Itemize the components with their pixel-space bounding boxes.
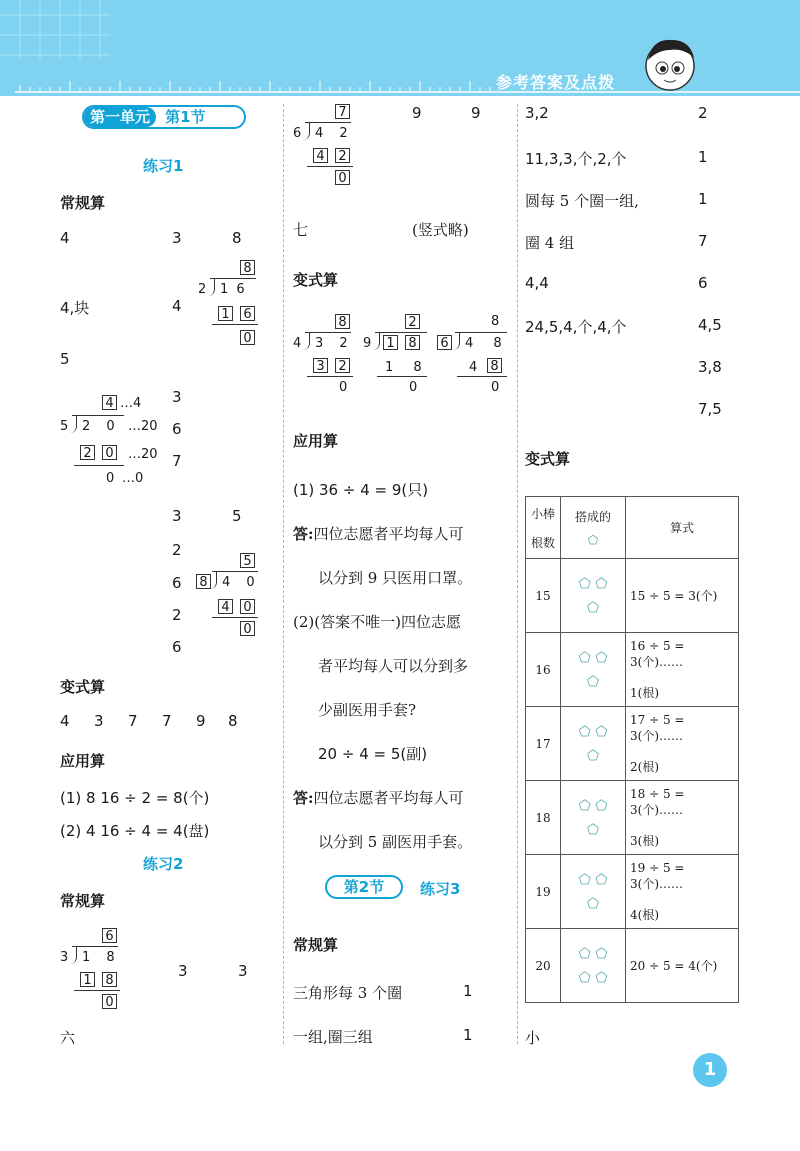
- product-box: 2: [335, 148, 350, 163]
- product-box: 0: [102, 445, 117, 460]
- answer: 9: [471, 104, 481, 122]
- table-cell: 16 ÷ 5 = 3(个)…… 1(根): [626, 633, 739, 707]
- remainder-box: 0: [240, 621, 255, 636]
- product-box: 3: [313, 358, 328, 373]
- answer: 7: [128, 712, 138, 730]
- table-cell: 18: [526, 781, 561, 855]
- header-title: 参考答案及点拨: [496, 73, 616, 92]
- table-header-count: 小棒 根数: [526, 497, 561, 559]
- unit-section-badge: [82, 105, 246, 129]
- section-heading-regular: 常规算: [60, 194, 106, 212]
- applied-answer: 少副医用手套?: [318, 701, 417, 719]
- answer: 8: [228, 712, 238, 730]
- exercise-heading: 练习1: [143, 157, 184, 175]
- answer: 2: [172, 541, 182, 559]
- table-cell: 19 ÷ 5 = 3(个)…… 4(根): [626, 855, 739, 929]
- divisor-box: 6: [437, 335, 452, 350]
- answer: 小: [525, 1029, 541, 1047]
- answer: 3,8: [698, 358, 722, 376]
- dividend-box: 1: [383, 335, 398, 350]
- answer: 1: [698, 190, 708, 208]
- long-division: 8 2 1 6 1 6 0: [198, 260, 260, 350]
- pentagon-icon: ⬠ ⬠ ⬠: [561, 707, 626, 781]
- quotient-box: 6: [102, 928, 117, 943]
- divisor-box: 8: [196, 574, 211, 589]
- quotient-box: 7: [335, 104, 350, 119]
- table-header-formula: 算式: [626, 497, 739, 559]
- product-box: 0: [240, 599, 255, 614]
- pentagon-icon: ⬠ ⬠ ⬠: [561, 559, 626, 633]
- section-badge: 第1节: [165, 108, 206, 126]
- dividend-box: 8: [405, 335, 420, 350]
- section-heading-variant: 变式算: [525, 450, 571, 468]
- answer: 圈 4 组: [525, 234, 575, 252]
- answer: 4: [60, 712, 70, 730]
- answer: 3: [172, 388, 182, 406]
- long-division: 2 9 1 8 1 8 0: [363, 315, 430, 395]
- answer: 一组,圈三组: [293, 1028, 373, 1046]
- answer: 六: [60, 1029, 76, 1047]
- answer: 8: [232, 229, 242, 247]
- section-heading-applied: 应用算: [293, 432, 339, 450]
- section-heading-variant: 变式算: [293, 271, 339, 289]
- answer: 1: [698, 148, 708, 166]
- applied-answer: 以分到 9 只医用口罩。: [318, 569, 473, 587]
- quotient-box: 2: [405, 314, 420, 329]
- answer: 2: [172, 606, 182, 624]
- long-division: 8 6 4 8 4 8 0: [437, 314, 507, 396]
- answer: 7: [698, 232, 708, 250]
- answer: 圆每 5 个圈一组,: [525, 192, 639, 210]
- remainder-box: 0: [240, 330, 255, 345]
- long-division: 7 6 4 2 4 2 0: [293, 105, 354, 186]
- table-header-shape: 搭成的 ⬠: [561, 497, 626, 559]
- answer: 1: [463, 982, 473, 1000]
- table-cell: 19: [526, 855, 561, 929]
- answer: 6: [172, 638, 182, 656]
- product-box: 6: [240, 306, 255, 321]
- exercise-heading: 练习3: [420, 880, 461, 898]
- column-divider: [517, 104, 518, 1044]
- product-box: 4: [313, 148, 328, 163]
- long-division: 8 4 3 2 3 2 0: [293, 315, 354, 395]
- answer: 24,5,4,个,4,个: [525, 318, 627, 336]
- answer: 3: [178, 962, 188, 980]
- product-box: 2: [80, 445, 95, 460]
- section-badge: 第2节: [325, 875, 403, 899]
- unit-badge: 第一单元: [84, 107, 156, 127]
- table-cell: 17: [526, 707, 561, 781]
- long-division: 4 …4 5 2 0 …20 2 0 …20 0 …0: [60, 396, 158, 486]
- answer-table: [525, 496, 739, 1003]
- quotient-box: 8: [240, 260, 255, 275]
- applied-answer: (1) 8 16 ÷ 2 = 8(个): [60, 789, 210, 807]
- answer: 4: [60, 229, 70, 247]
- answer: 9: [196, 712, 206, 730]
- answer: 7: [172, 452, 182, 470]
- answer: 三角形每 3 个圈: [293, 984, 403, 1002]
- quotient-box: 4: [102, 395, 117, 410]
- product-box: 1: [80, 972, 95, 987]
- quotient-box: 8: [335, 314, 350, 329]
- answer: 7: [162, 712, 172, 730]
- table-cell: 15: [526, 559, 561, 633]
- applied-answer: (2)(答案不唯一)四位志愿: [293, 613, 461, 631]
- table-cell: 17 ÷ 5 = 3(个)…… 2(根): [626, 707, 739, 781]
- applied-answer: 答:四位志愿者平均每人可: [293, 525, 464, 543]
- section-heading-regular: 常规算: [293, 936, 339, 954]
- applied-answer: 以分到 5 副医用手套。: [318, 833, 473, 851]
- section-heading-applied: 应用算: [60, 752, 106, 770]
- pentagon-icon: ⬠: [587, 533, 599, 547]
- answer-note: (竖式略): [412, 221, 469, 239]
- table-cell: 20: [526, 929, 561, 1003]
- column-divider: [283, 104, 284, 1044]
- table-cell: 15 ÷ 5 = 3(个): [626, 559, 739, 633]
- remainder-box: 0: [335, 170, 350, 185]
- answer: 6: [172, 420, 182, 438]
- pentagon-icon: ⬠ ⬠ ⬠: [561, 781, 626, 855]
- product-box: 1: [218, 306, 233, 321]
- section-heading-regular: 常规算: [60, 892, 106, 910]
- applied-answer: (1) 36 ÷ 4 = 9(只): [293, 481, 429, 499]
- table-cell: 16: [526, 633, 561, 707]
- applied-answer: 答:四位志愿者平均每人可: [293, 789, 464, 807]
- applied-answer: 者平均每人可以分到多: [318, 657, 469, 675]
- applied-answer: 20 ÷ 4 = 5(副): [318, 745, 428, 763]
- pentagon-icon: ⬠ ⬠ ⬠: [561, 633, 626, 707]
- answer: 9: [412, 104, 422, 122]
- answer: 5: [60, 350, 70, 368]
- answer: 3: [172, 229, 182, 247]
- answer: 2: [698, 104, 708, 122]
- pentagon-icon: ⬠ ⬠ ⬠: [561, 855, 626, 929]
- quotient-box: 5: [240, 553, 255, 568]
- answer: 3: [238, 962, 248, 980]
- remainder-box: 0: [102, 994, 117, 1009]
- product-box: 2: [335, 358, 350, 373]
- product-box: 8: [487, 358, 502, 373]
- answer: 3,2: [525, 104, 549, 122]
- exercise-heading: 练习2: [143, 855, 184, 873]
- long-division: 6 3 1 8 1 8 0: [60, 929, 121, 1010]
- mascot-icon: [640, 30, 700, 92]
- answer: 4,块: [60, 299, 90, 317]
- answer: 1: [463, 1026, 473, 1044]
- answer: 6: [698, 274, 708, 292]
- page-number: 1: [693, 1053, 727, 1087]
- answer: 3: [94, 712, 104, 730]
- answer: 6: [172, 574, 182, 592]
- long-division: 5 8 4 0 4 0 0: [196, 553, 262, 643]
- table-cell: 20 ÷ 5 = 4(个): [626, 929, 739, 1003]
- answer: 7,5: [698, 400, 722, 418]
- answer: 11,3,3,个,2,个: [525, 150, 627, 168]
- product-box: 8: [102, 972, 117, 987]
- pentagon-icon: ⬠ ⬠ ⬠ ⬠: [561, 929, 626, 1003]
- answer: 3: [172, 507, 182, 525]
- applied-answer: (2) 4 16 ÷ 4 = 4(盘): [60, 822, 210, 840]
- section-heading-variant: 变式算: [60, 678, 106, 696]
- answer: 4: [172, 297, 182, 315]
- product-box: 4: [218, 599, 233, 614]
- answer: 4,4: [525, 274, 549, 292]
- table-cell: 18 ÷ 5 = 3(个)…… 3(根): [626, 781, 739, 855]
- answer: 5: [232, 507, 242, 525]
- answer: 4,5: [698, 316, 722, 334]
- answer: 七: [293, 221, 309, 239]
